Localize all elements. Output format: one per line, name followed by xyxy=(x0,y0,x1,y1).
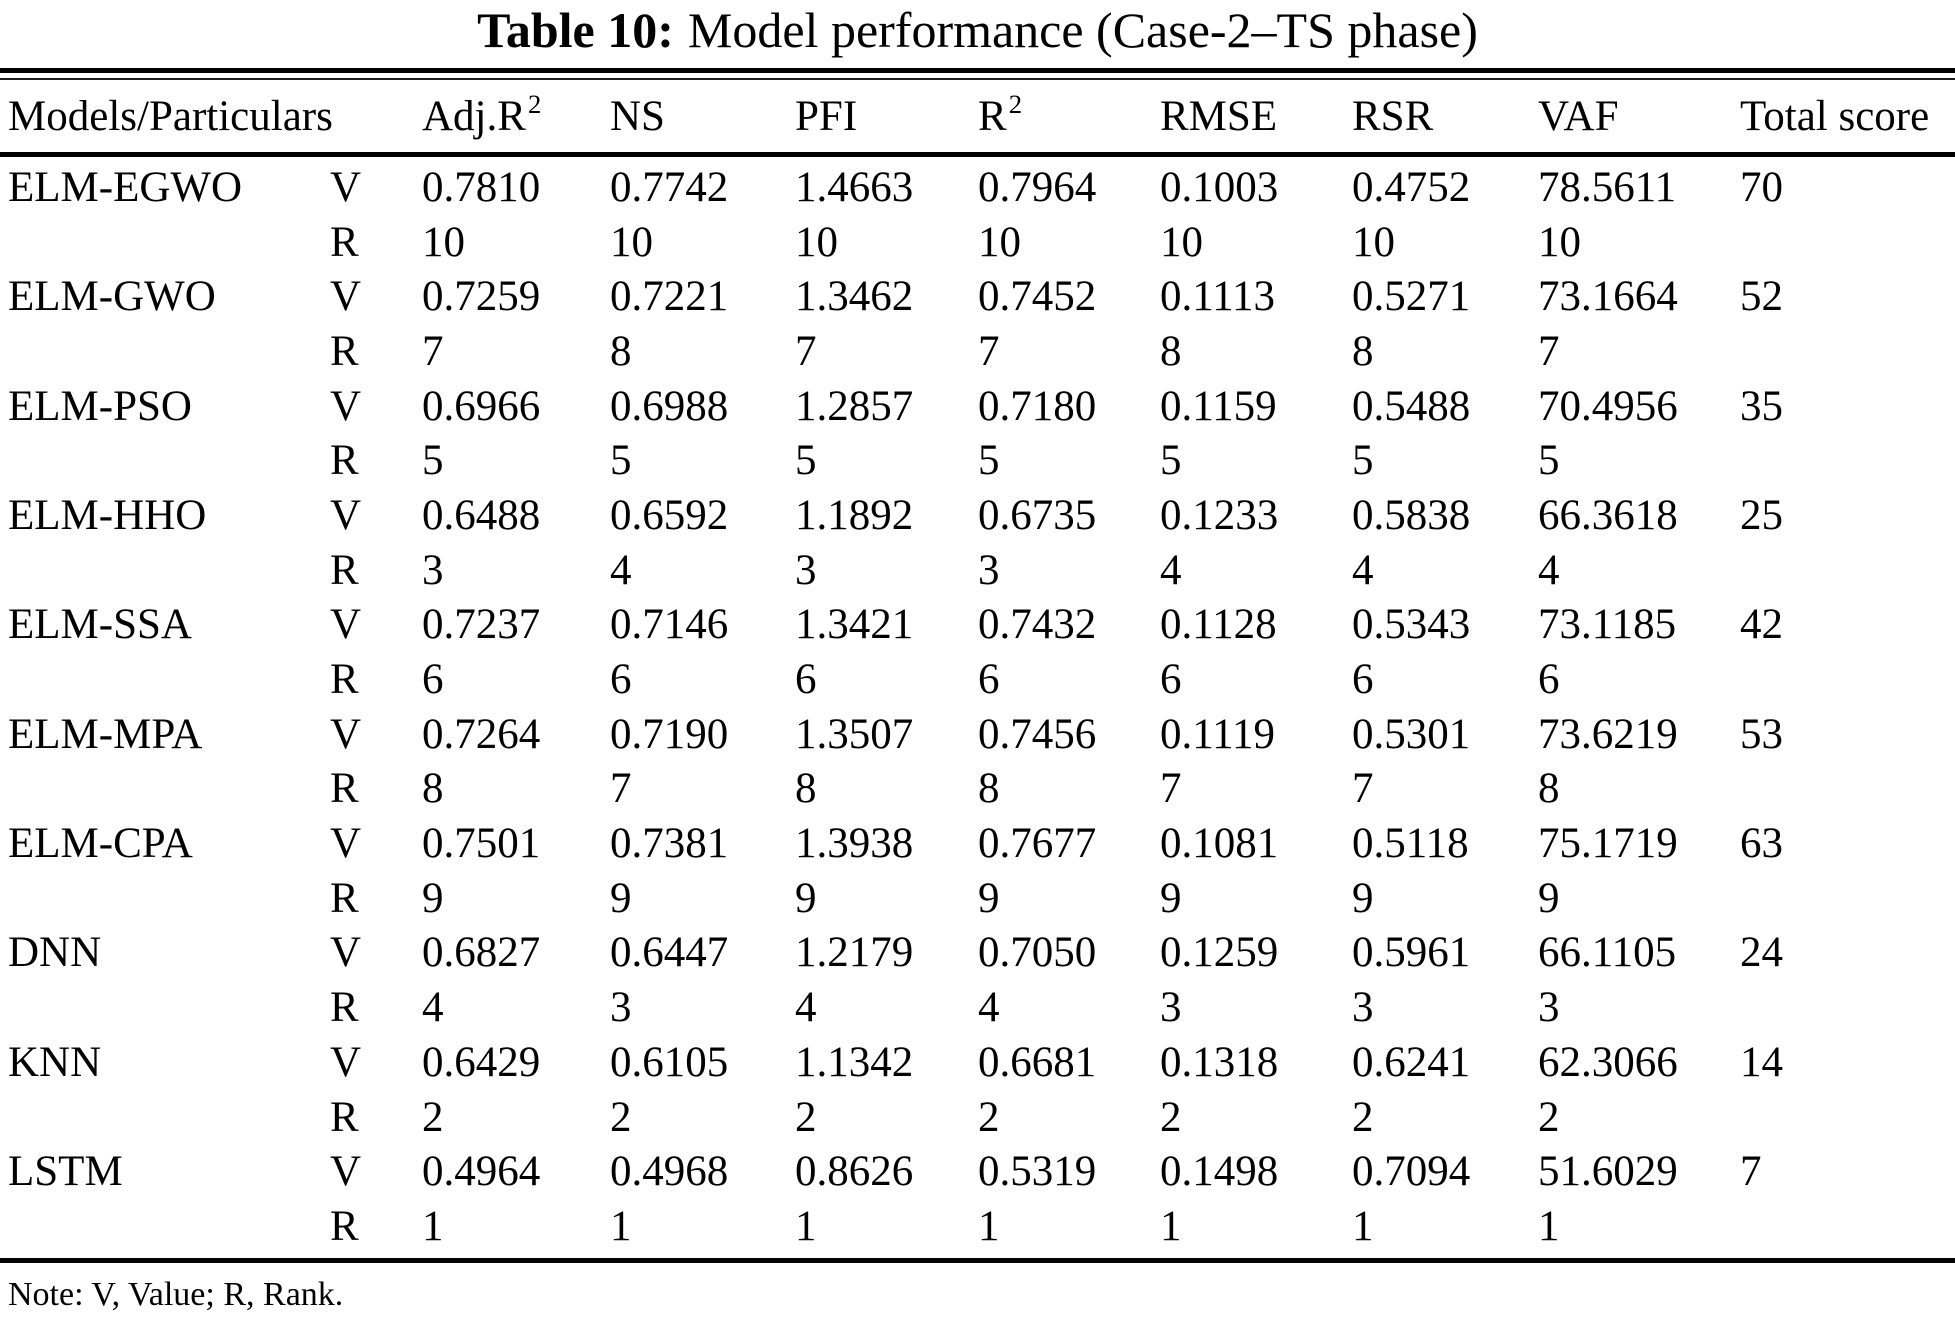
metric-rank-cell: 4 xyxy=(1160,546,1182,594)
model-name-spacer xyxy=(8,871,330,926)
metric-rank-cell: 8 xyxy=(1352,327,1374,375)
metric-rank-cell: 3 xyxy=(1538,984,1560,1032)
metric-value-cell: 0.5301 xyxy=(1352,710,1471,758)
row-type-label-rank: R xyxy=(330,765,359,813)
metric-value-cell: 1.2857 xyxy=(795,382,914,430)
metric-value-cell: 0.7810 xyxy=(422,163,541,211)
row-type-label-rank: R xyxy=(330,656,359,704)
metric-value-cell: 0.7050 xyxy=(978,929,1097,977)
metric-rank-cell: 4 xyxy=(1538,546,1560,594)
metric-rank-cell: 9 xyxy=(1352,874,1374,922)
total-score-cell: 14 xyxy=(1740,1038,1783,1086)
metric-value-cell: 0.6241 xyxy=(1352,1038,1471,1086)
table-note: Note: V, Value; R, Rank. xyxy=(8,1276,344,1313)
metric-value-cell: 0.1128 xyxy=(1160,601,1277,649)
metric-value-cell: 0.6735 xyxy=(978,491,1097,539)
row-type-label-rank: R xyxy=(330,874,359,922)
total-score-spacer xyxy=(1740,871,1955,926)
model-name-spacer xyxy=(8,215,330,270)
column-header-rsr: RSR xyxy=(1352,92,1434,140)
metric-value-cell: 1.4663 xyxy=(795,163,914,211)
metric-value-cell: 0.7094 xyxy=(1352,1148,1471,1196)
metric-value-cell: 0.7456 xyxy=(978,710,1097,758)
metric-rank-cell: 5 xyxy=(1538,437,1560,485)
metric-rank-cell: 8 xyxy=(1538,765,1560,813)
metric-value-cell: 0.7964 xyxy=(978,163,1097,211)
metric-value-cell: 0.7259 xyxy=(422,273,541,321)
table-header-row xyxy=(0,82,1955,150)
total-score-spacer xyxy=(1740,1090,1955,1145)
metric-rank-cell: 10 xyxy=(978,218,1021,266)
model-name-spacer xyxy=(8,324,330,379)
metric-value-cell: 0.7237 xyxy=(422,601,541,649)
total-score-cell: 7 xyxy=(1740,1148,1762,1196)
model-name: ELM-PSO xyxy=(8,382,192,430)
metric-rank-cell: 8 xyxy=(610,327,632,375)
top-rule xyxy=(0,68,1955,80)
metric-rank-cell: 1 xyxy=(1538,1202,1560,1250)
metric-value-cell: 0.7146 xyxy=(610,601,729,649)
metric-rank-cell: 5 xyxy=(1160,437,1182,485)
metric-rank-cell: 4 xyxy=(978,984,1000,1032)
total-score-cell: 70 xyxy=(1740,163,1783,211)
metric-value-cell: 73.1185 xyxy=(1538,601,1677,649)
metric-value-cell: 78.5611 xyxy=(1538,163,1677,211)
metric-rank-cell: 1 xyxy=(1352,1202,1374,1250)
column-header-total-score: Total score xyxy=(1740,92,1930,140)
metric-value-cell: 0.7452 xyxy=(978,273,1097,321)
model-name: ELM-GWO xyxy=(8,273,216,321)
model-name: ELM-SSA xyxy=(8,601,192,649)
model-name-spacer xyxy=(8,652,330,707)
total-score-cell: 52 xyxy=(1740,273,1783,321)
table-caption-title: Model performance (Case-2–TS phase) xyxy=(687,2,1478,58)
metric-value-cell: 66.1105 xyxy=(1538,929,1677,977)
metric-value-cell: 73.6219 xyxy=(1538,710,1678,758)
row-type-label-rank: R xyxy=(330,218,359,266)
total-score-spacer xyxy=(1740,980,1955,1035)
row-type-label-rank: R xyxy=(330,984,359,1032)
row-type-label-rank: R xyxy=(330,437,359,485)
metric-value-cell: 51.6029 xyxy=(1538,1148,1678,1196)
table-caption xyxy=(0,2,1955,60)
total-score-spacer xyxy=(1740,1199,1955,1254)
model-name: ELM-MPA xyxy=(8,710,203,758)
metric-rank-cell: 9 xyxy=(1538,874,1560,922)
total-score-spacer xyxy=(1740,652,1955,707)
metric-value-cell: 62.3066 xyxy=(1538,1038,1678,1086)
metric-rank-cell: 6 xyxy=(1160,656,1182,704)
metric-rank-cell: 4 xyxy=(1352,546,1374,594)
column-header-rmse: RMSE xyxy=(1160,92,1278,140)
table-body xyxy=(0,160,1955,1254)
model-name: ELM-EGWO xyxy=(8,163,243,211)
total-score-spacer xyxy=(1740,433,1955,488)
model-name-spacer xyxy=(8,762,330,817)
total-score-cell: 63 xyxy=(1740,820,1783,868)
metric-rank-cell: 7 xyxy=(1160,765,1182,813)
metric-rank-cell: 5 xyxy=(978,437,1000,485)
metric-value-cell: 0.6105 xyxy=(610,1038,729,1086)
metric-value-cell: 0.7381 xyxy=(610,820,729,868)
metric-value-cell: 0.6966 xyxy=(422,382,541,430)
metric-value-cell: 0.1119 xyxy=(1160,710,1276,758)
metric-rank-cell: 2 xyxy=(1352,1093,1374,1141)
model-name-spacer xyxy=(8,980,330,1035)
model-name: ELM-CPA xyxy=(8,820,193,868)
metric-rank-cell: 7 xyxy=(610,765,632,813)
column-header-models: Models/Particulars xyxy=(8,92,333,140)
row-type-label-value: V xyxy=(330,1148,362,1196)
total-score-cell: 25 xyxy=(1740,491,1783,539)
total-score-cell: 35 xyxy=(1740,382,1783,430)
metric-rank-cell: 1 xyxy=(1160,1202,1182,1250)
metric-value-cell: 0.5271 xyxy=(1352,273,1471,321)
metric-value-cell: 0.1113 xyxy=(1160,273,1276,321)
metric-rank-cell: 6 xyxy=(978,656,1000,704)
metric-rank-cell: 9 xyxy=(795,874,817,922)
model-name-spacer xyxy=(8,1199,330,1254)
metric-value-cell: 0.6592 xyxy=(610,491,729,539)
metric-value-cell: 73.1664 xyxy=(1538,273,1678,321)
metric-rank-cell: 9 xyxy=(422,874,444,922)
metric-rank-cell: 2 xyxy=(978,1093,1000,1141)
total-score-cell: 42 xyxy=(1740,601,1783,649)
metric-rank-cell: 9 xyxy=(610,874,632,922)
row-type-label-rank: R xyxy=(330,546,359,594)
metric-value-cell: 0.7742 xyxy=(610,163,729,211)
metric-rank-cell: 6 xyxy=(610,656,632,704)
row-type-label-value: V xyxy=(330,273,362,321)
metric-value-cell: 0.7677 xyxy=(978,820,1097,868)
metric-rank-cell: 2 xyxy=(1538,1093,1560,1141)
header-separator-rule xyxy=(0,152,1955,157)
metric-rank-cell: 10 xyxy=(1352,218,1395,266)
metric-value-cell: 0.1498 xyxy=(1160,1148,1279,1196)
metric-rank-cell: 7 xyxy=(795,327,817,375)
metric-rank-cell: 5 xyxy=(1352,437,1374,485)
model-name: DNN xyxy=(8,929,102,977)
column-header-ns: NS xyxy=(610,92,665,140)
metric-rank-cell: 7 xyxy=(1352,765,1374,813)
metric-rank-cell: 2 xyxy=(422,1093,444,1141)
row-type-label-value: V xyxy=(330,382,362,430)
model-name-spacer xyxy=(8,1090,330,1145)
metric-value-cell: 1.1892 xyxy=(795,491,914,539)
metric-value-cell: 0.1003 xyxy=(1160,163,1279,211)
metric-rank-cell: 3 xyxy=(1160,984,1182,1032)
metric-value-cell: 66.3618 xyxy=(1538,491,1678,539)
metric-rank-cell: 1 xyxy=(978,1202,1000,1250)
metric-rank-cell: 3 xyxy=(978,546,1000,594)
metric-value-cell: 0.1081 xyxy=(1160,820,1279,868)
metric-value-cell: 0.5343 xyxy=(1352,601,1471,649)
metric-rank-cell: 10 xyxy=(422,218,465,266)
metric-value-cell: 0.6988 xyxy=(610,382,729,430)
total-score-spacer xyxy=(1740,543,1955,598)
metric-rank-cell: 1 xyxy=(610,1202,632,1250)
metric-value-cell: 0.5319 xyxy=(978,1148,1097,1196)
row-type-label-value: V xyxy=(330,491,362,539)
metric-rank-cell: 9 xyxy=(978,874,1000,922)
metric-value-cell: 0.5961 xyxy=(1352,929,1471,977)
metric-value-cell: 0.7221 xyxy=(610,273,729,321)
metric-rank-cell: 1 xyxy=(422,1202,444,1250)
metric-rank-cell: 10 xyxy=(1538,218,1581,266)
metric-rank-cell: 7 xyxy=(422,327,444,375)
metric-rank-cell: 7 xyxy=(978,327,1000,375)
metric-rank-cell: 10 xyxy=(610,218,653,266)
metric-value-cell: 0.4964 xyxy=(422,1148,541,1196)
metric-value-cell: 0.6447 xyxy=(610,929,729,977)
metric-rank-cell: 5 xyxy=(610,437,632,485)
metric-value-cell: 0.1159 xyxy=(1160,382,1277,430)
column-header-vaf: VAF xyxy=(1538,92,1619,140)
metric-rank-cell: 5 xyxy=(795,437,817,485)
metric-value-cell: 0.7501 xyxy=(422,820,541,868)
total-score-cell: 24 xyxy=(1740,929,1783,977)
row-type-label-rank: R xyxy=(330,1093,359,1141)
bottom-rule xyxy=(0,1258,1955,1263)
metric-rank-cell: 4 xyxy=(795,984,817,1032)
metric-value-cell: 0.5838 xyxy=(1352,491,1471,539)
column-header-pfi: PFI xyxy=(795,92,858,140)
metric-rank-cell: 8 xyxy=(1160,327,1182,375)
metric-value-cell: 75.1719 xyxy=(1538,820,1678,868)
model-name-spacer xyxy=(8,543,330,598)
metric-rank-cell: 4 xyxy=(422,984,444,1032)
metric-rank-cell: 1 xyxy=(795,1202,817,1250)
metric-rank-cell: 6 xyxy=(422,656,444,704)
row-type-label-value: V xyxy=(330,1038,362,1086)
metric-value-cell: 1.2179 xyxy=(795,929,914,977)
metric-value-cell: 0.1259 xyxy=(1160,929,1279,977)
row-type-label-value: V xyxy=(330,163,362,211)
metric-rank-cell: 6 xyxy=(1538,656,1560,704)
metric-rank-cell: 3 xyxy=(422,546,444,594)
metric-rank-cell: 7 xyxy=(1538,327,1560,375)
metric-rank-cell: 3 xyxy=(1352,984,1374,1032)
metric-rank-cell: 5 xyxy=(422,437,444,485)
metric-rank-cell: 2 xyxy=(1160,1093,1182,1141)
metric-value-cell: 0.7190 xyxy=(610,710,729,758)
model-name-spacer xyxy=(8,433,330,488)
metric-value-cell: 1.3507 xyxy=(795,710,914,758)
table-caption-number: Table 10: xyxy=(477,2,674,58)
metric-value-cell: 0.8626 xyxy=(795,1148,914,1196)
metric-value-cell: 0.4968 xyxy=(610,1148,729,1196)
column-header-adjr: Adj.R $^2$ xyxy=(422,89,542,140)
metric-value-cell: 1.3938 xyxy=(795,820,914,868)
metric-value-cell: 0.6429 xyxy=(422,1038,541,1086)
metric-rank-cell: 2 xyxy=(795,1093,817,1141)
row-type-label-value: V xyxy=(330,929,362,977)
metric-rank-cell: 8 xyxy=(978,765,1000,813)
metric-value-cell: 0.6827 xyxy=(422,929,541,977)
metric-value-cell: 70.4956 xyxy=(1538,382,1678,430)
row-type-label-value: V xyxy=(330,710,362,758)
metric-rank-cell: 6 xyxy=(1352,656,1374,704)
metric-rank-cell: 10 xyxy=(1160,218,1203,266)
total-score-spacer xyxy=(1740,215,1955,270)
metric-value-cell: 0.5118 xyxy=(1352,820,1469,868)
metric-rank-cell: 6 xyxy=(795,656,817,704)
column-header-r: R $^2$ xyxy=(978,89,1023,140)
row-type-label-value: V xyxy=(330,601,362,649)
metric-value-cell: 1.3462 xyxy=(795,273,914,321)
metric-rank-cell: 8 xyxy=(422,765,444,813)
model-name: KNN xyxy=(8,1038,102,1086)
metric-value-cell: 0.5488 xyxy=(1352,382,1471,430)
model-name: LSTM xyxy=(8,1148,123,1196)
metric-value-cell: 0.1233 xyxy=(1160,491,1279,539)
model-name: ELM-HHO xyxy=(8,491,207,539)
metric-value-cell: 0.7432 xyxy=(978,601,1097,649)
total-score-spacer xyxy=(1740,324,1955,379)
metric-value-cell: 0.1318 xyxy=(1160,1038,1279,1086)
metric-value-cell: 0.4752 xyxy=(1352,163,1471,211)
metric-rank-cell: 9 xyxy=(1160,874,1182,922)
total-score-spacer xyxy=(1740,762,1955,817)
row-type-label-rank: R xyxy=(330,327,359,375)
metric-value-cell: 0.7180 xyxy=(978,382,1097,430)
metric-rank-cell: 3 xyxy=(795,546,817,594)
metric-rank-cell: 2 xyxy=(610,1093,632,1141)
row-type-label-value: V xyxy=(330,820,362,868)
metric-rank-cell: 8 xyxy=(795,765,817,813)
metric-value-cell: 1.3421 xyxy=(795,601,914,649)
metric-rank-cell: 10 xyxy=(795,218,838,266)
metric-value-cell: 1.1342 xyxy=(795,1038,914,1086)
total-score-cell: 53 xyxy=(1740,710,1783,758)
row-type-label-rank: R xyxy=(330,1202,359,1250)
metric-value-cell: 0.6488 xyxy=(422,491,541,539)
metric-value-cell: 0.6681 xyxy=(978,1038,1097,1086)
metric-rank-cell: 4 xyxy=(610,546,632,594)
metric-rank-cell: 3 xyxy=(610,984,632,1032)
metric-value-cell: 0.7264 xyxy=(422,710,541,758)
